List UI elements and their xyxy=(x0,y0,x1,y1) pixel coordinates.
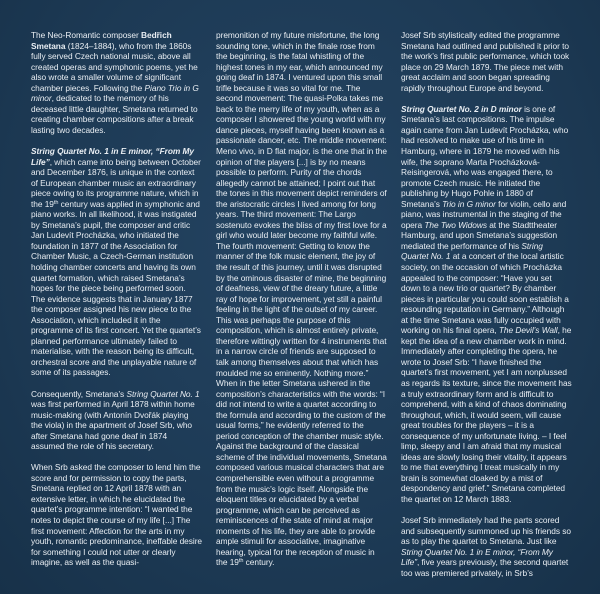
paragraph-srb: Josef Srb stylistically edited the programme Smetana had outlined and published it prior to the work’s first public performance, which took place on 29 March 1879. The piece met with great acclaim and soon began spreading rapidly throughout Europe and beyond. xyxy=(401,30,570,93)
text: , he kept the idea of a new chamber work in mind. Immediately after completing the opera, he wrote to Josef Srb: “I have finished the quartet’s first movement, yet I am nonplussed as regards its texture, since the movement has a truly extraordinary form and is difficult to comprehend, with a kind of chaos dominating throughout, which, it would seem, will cause great troubles for the players – it is a consequence of my unfortunate living. – I feel limp, sleepy and I am afraid that my musical ideas are slowly losing their vitality, it appears to me that everything I treat musically in my brain is somewhat cloaked by a mist of despondency and grief.” Smetana completed the quartet on 12 March 1883. xyxy=(401,325,572,505)
work-title: String Quartet No. 1 in E minor, “From My Life” xyxy=(31,145,194,167)
text-column-1 xyxy=(31,30,202,594)
paragraph-second-premiere xyxy=(401,515,572,578)
text: was first performed in April 1878 within home music-making (with Antonín Dvořák playing the viola) in the apartment of Josef Srb, who after Smetana had gone deaf in 1874 assumed the role of his secretary. xyxy=(31,399,195,452)
text-column-2 xyxy=(216,30,387,594)
text: premonition of my future misfortune, the long sounding tone, which in the finale rose from the beginning, is the fatal whistling of the highest tones in my ear, which announced my going deaf in 1874. I ventured upon this small trifle because it was so vital for me. The second movement: The quasi-Polka takes me back to the merry life of my youth, when as a composer I showered the young world with my dance pieces, myself having been known as a passionate dancer, etc. The middle movement: Meno vivo, in D flat major, is the one that in the opinion of the players [...] is by no means possible to perform. Purity of the chords allegedly cannot be attained; I point out that the tones in this movement depict reminders of the aristocratic circles I lived among for long years. The third movement: The Largo sostenuto evokes the bliss of my first love for a girl who would later become my faithful wife. The fourth movement: Getting to know the manner of the folk music element, the joy of the result of this journey, until it was disrupted by the ominous disaster of mine, the beginning of deafness, view of the dreary future, a little ray of hope for improvement, yet still a painful feeling in the light of the outset of my career. This was perhaps the purpose of this composition, which is almost entirely private, therefore wittingly written for 4 instruments that in a narrow circle of friends are supposed to talk among themselves about that which has moulded me so eminently. Nothing more.” When in the letter Smetana ushered in the composition’s characteristics with the words: “I did not intend to write a quartet according to the formula and according to the custom of the usual forms,” he evidently referred to the period conception of the chamber music style. Against the background of the classical scheme of the individual movements, Smetana composed various musical characters that are comprehensible even without a programme from the music’s logic itself. Alongside the eloquent titles or elucidated by a verbal programme, which can be perceived as reminiscences of the state of mind at major moments of his life, they are able to provide ample stimuli for associative, imaginative hearing, typical for the reception of music in the 19 xyxy=(216,30,387,568)
text: century. xyxy=(243,557,275,568)
text: is one of Smetana’s last compositions. The impulse again came from Jan Ludevít Procházka, who had resolved to make use of his time in Hamburg, where in 1879 he moved with his wife, the soprano Marta Procházková-Reisingerová, who was engaged there, to promote Czech music. He initiated the publishing by Hugo Pohle in 1880 of Smetana’s xyxy=(401,103,569,209)
work-title: String Quartet No. 2 in D minor xyxy=(401,103,522,114)
text: Josef Srb immediately had the parts scored and subsequently summoned up his friends so as to play the quartet to Smetana. Just like xyxy=(401,515,571,547)
text: for violin, cello and piano, was instrumental in the staging of the opera xyxy=(401,198,567,230)
paragraph-quartet-2 xyxy=(401,104,572,505)
paragraph-intro xyxy=(31,30,202,135)
superscript: th xyxy=(238,558,244,565)
text: (1824–1884), who from the 1860s fully served Czech national music, above all created operas and symphonic poems, yet he also wrote a smaller volume of significant chamber pieces. Following the xyxy=(31,40,198,93)
text: The Neo-Romantic composer xyxy=(31,30,141,40)
work-title: String Quartet No. 1 xyxy=(401,240,543,262)
work-title: Trio in G minor xyxy=(442,198,496,209)
superscript: th xyxy=(53,199,59,206)
paragraph-premiere xyxy=(31,389,202,452)
text: , dedicated to the memory of his deceased little daughter, Smetana returned to creating chamber compositions after a break lasting two decades. xyxy=(31,93,198,135)
paragraph-letter: When Srb asked the composer to lend him the score and for permission to copy the parts, Smetana replied on 12 April 1878 with an extensive letter, in which he elucidated the quartet’s programme intention: “I wanted the notes to depict the course of my life [...] The first movement: Affection for the arts in my youth, romantic predominance, ineffable desire for something I could not utter or clearly imagine, as well as the quasi- xyxy=(31,462,202,568)
work-title: Piano Trio in G minor xyxy=(31,82,199,104)
paragraph-letter-continued xyxy=(216,30,387,568)
work-title: String Quartet No. 1 in E minor, “From My Life” xyxy=(401,546,553,568)
text-column-3 xyxy=(401,30,572,594)
text: , which came into being between October and December 1876, is unique in the context of European chamber music an extraordinary piece owing to its programme nature, which in the 19 xyxy=(31,156,201,209)
work-title: The Devil’s Wall xyxy=(498,325,558,336)
work-title: The Two Widows xyxy=(424,219,487,230)
text: at the Stadttheater Hamburg, and upon Smetana’s suggestion mediated the performance of his xyxy=(401,219,558,251)
text: Consequently, Smetana’s xyxy=(31,388,127,399)
text: at a concert of the local artistic society, on the occasion of which Procházka appealed to the composer: “Have you set down to a new trio or quartet? By chamber pieces in particular you could soon establish a resounding reputation in Germany.” Although at the time Smetana was fully occupied with working on his final opera, xyxy=(401,251,569,336)
text: century was applied in symphonic and piano works. In all likelihood, it was instigated by Smetana’s pupil, the composer and critic Jan Ludevít Procházka, who initiated the foundation in 1877 of the Association for Chamber Music, a Czech-German institution holding chamber concerts and having its own quartet formation, which raised Smetana’s hopes for the piece being performed soon. The evidence suggests that in January 1877 the composer assigned his new piece to the Association, which included it in the programme of its first concert. Yet the quartet’s planned performance ultimately failed to materialise, with the reason being its difficult, orchestral score and the unplayable nature of some of its passages. xyxy=(31,198,201,378)
composer-name: Bedřich Smetana xyxy=(31,30,172,51)
paragraph-quartet-1 xyxy=(31,146,202,378)
text: , five years previously, the second quartet too was premiered privately, in Srb’s xyxy=(401,557,569,578)
work-title: String Quartet No. 1 xyxy=(126,388,200,399)
